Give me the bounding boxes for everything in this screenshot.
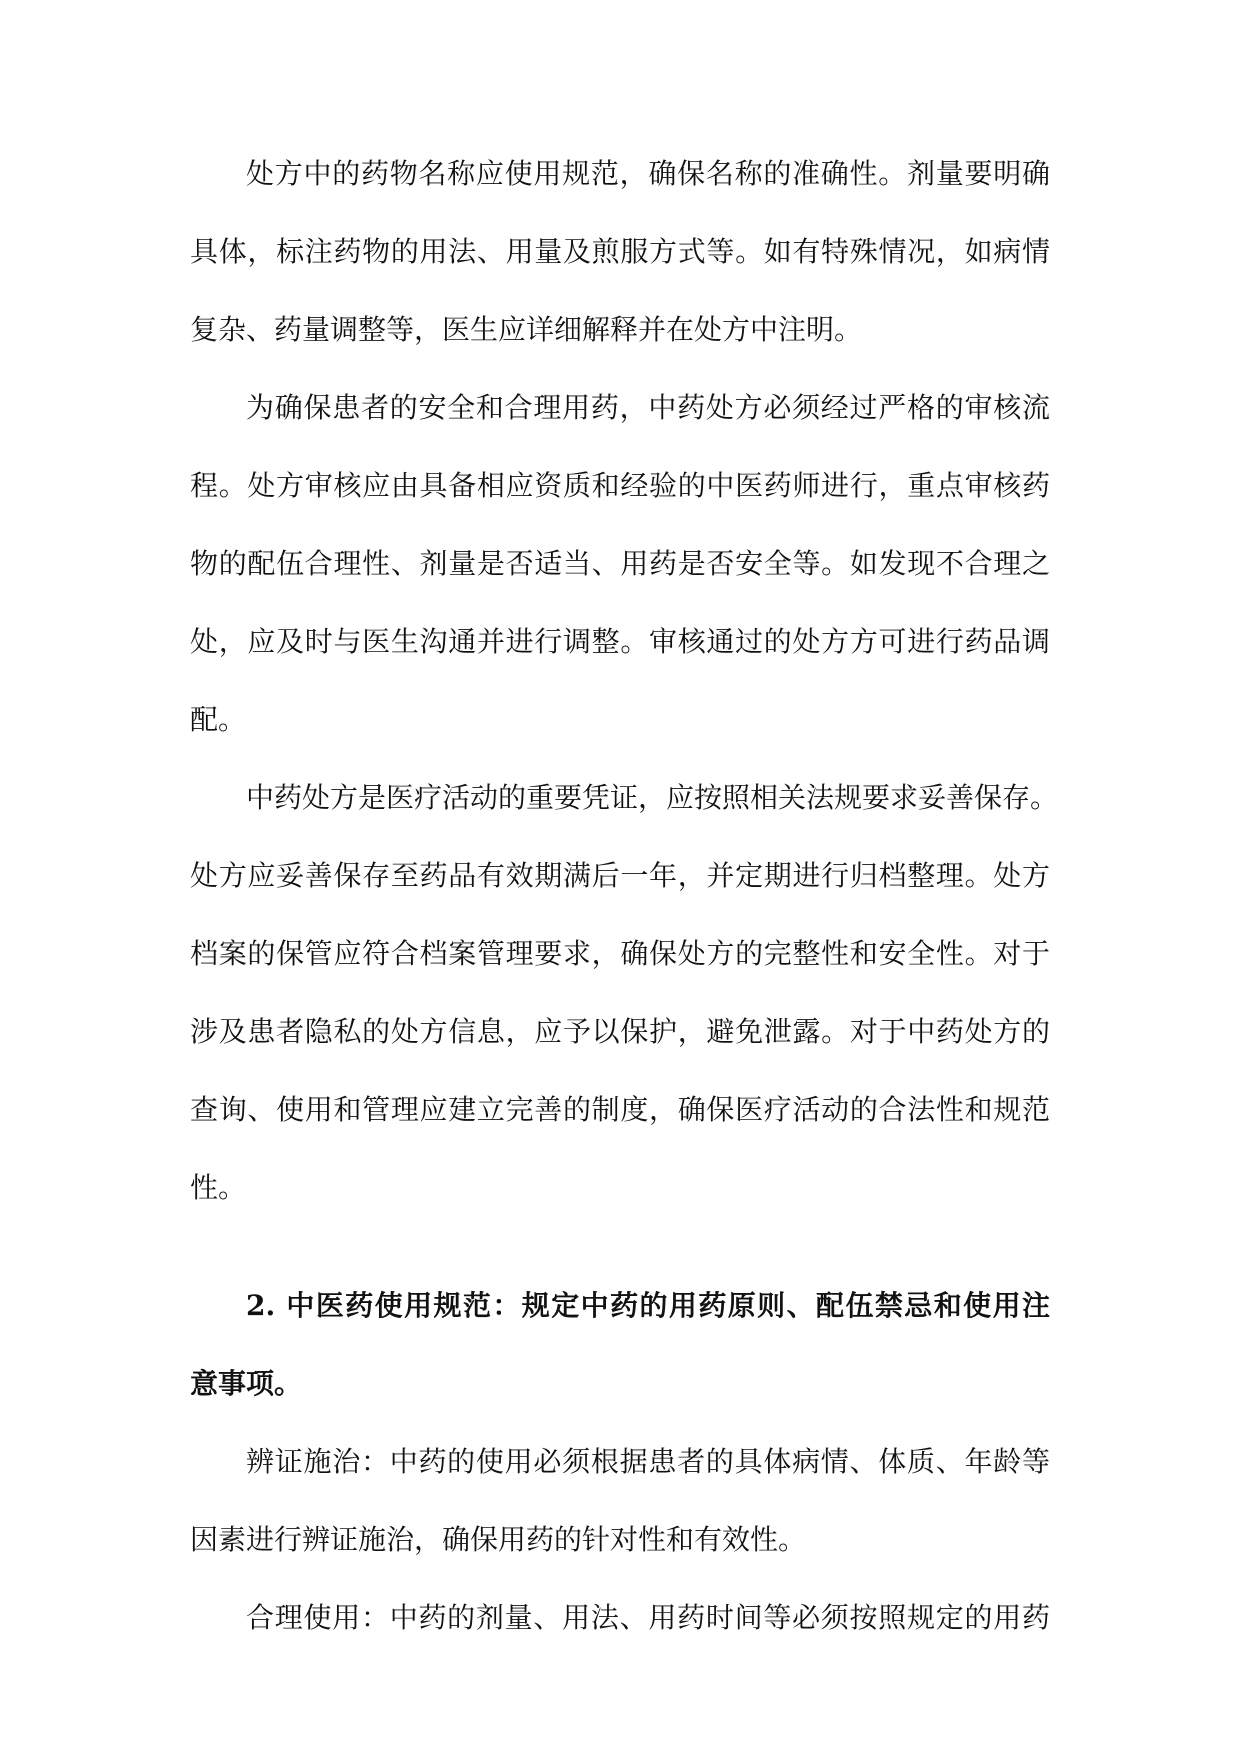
paragraph-line: 具体，标注药物的用法、用量及煎服方式等。如有特殊情况，如病情 bbox=[190, 235, 1050, 268]
paragraph-line: 性。 bbox=[190, 1171, 247, 1204]
heading-line: 2. 中医药使用规范：规定中药的用药原则、配伍禁忌和使用注 bbox=[246, 1289, 1050, 1322]
paragraph-line: 辨证施治：中药的使用必须根据患者的具体病情、体质、年龄等 bbox=[246, 1445, 1050, 1478]
paragraph-syndrome-differentiation bbox=[190, 1423, 1050, 1579]
paragraph-line: 为确保患者的安全和合理用药，中药处方必须经过严格的审核流 bbox=[246, 391, 1050, 424]
section-heading bbox=[190, 1267, 1050, 1423]
paragraph-line: 物的配伍合理性、剂量是否适当、用药是否安全等。如发现不合理之 bbox=[190, 547, 1050, 580]
document-body bbox=[190, 135, 1059, 1657]
paragraph-line: 处方应妥善保存至药品有效期满后一年，并定期进行归档整理。处方 bbox=[190, 859, 1050, 892]
paragraph-prescription-storage bbox=[190, 759, 1059, 1227]
paragraph-rational-use bbox=[190, 1579, 1050, 1657]
paragraph-line: 查询、使用和管理应建立完善的制度，确保医疗活动的合法性和规范 bbox=[190, 1093, 1050, 1126]
paragraph-drug-naming bbox=[190, 135, 1050, 369]
paragraph-line: 中药处方是医疗活动的重要凭证，应按照相关法规要求妥善保存。 bbox=[246, 781, 1059, 814]
paragraph-line: 配。 bbox=[190, 703, 247, 736]
paragraph-line: 合理使用：中药的剂量、用法、用药时间等必须按照规定的用药 bbox=[246, 1601, 1050, 1634]
paragraph-line: 涉及患者隐私的处方信息，应予以保护，避免泄露。对于中药处方的 bbox=[190, 1015, 1050, 1048]
paragraph-line: 因素进行辨证施治，确保用药的针对性和有效性。 bbox=[190, 1523, 807, 1556]
paragraph-line: 处方中的药物名称应使用规范，确保名称的准确性。剂量要明确 bbox=[246, 157, 1050, 190]
paragraph-line: 程。处方审核应由具备相应资质和经验的中医药师进行，重点审核药 bbox=[190, 469, 1050, 502]
paragraph-line: 档案的保管应符合档案管理要求，确保处方的完整性和安全性。对于 bbox=[190, 937, 1050, 970]
paragraph-line: 复杂、药量调整等，医生应详细解释并在处方中注明。 bbox=[190, 313, 863, 346]
section-gap bbox=[190, 1227, 1050, 1267]
paragraph-line: 处，应及时与医生沟通并进行调整。审核通过的处方方可进行药品调 bbox=[190, 625, 1050, 658]
heading-line: 意事项。 bbox=[190, 1367, 303, 1400]
paragraph-prescription-review bbox=[190, 369, 1050, 759]
